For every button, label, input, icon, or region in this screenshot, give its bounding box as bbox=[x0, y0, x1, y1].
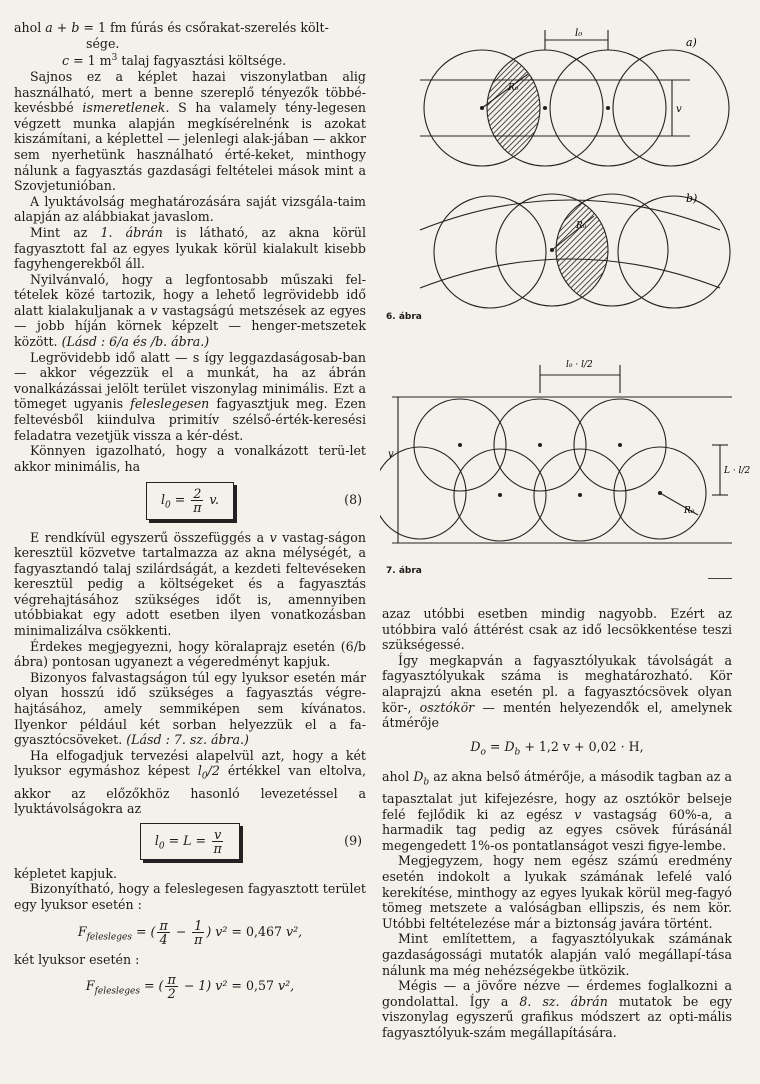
paragraph: Nyilvánvaló, hogy a legfontosabb műszaki fel-tételek közé tartozik, hogy a lehető legrövidebb idő alatt kialakuljanak a v vastagságú metszések az egyes — jobb híján körnek képzelt — henger-metszetek között. (Lásd : 6/a és /b. ábra.) bbox=[14, 271, 366, 350]
right-column bbox=[382, 606, 732, 1040]
label-side: L · l/2 bbox=[724, 466, 750, 476]
paragraph: Bizonyítható, hogy a feleslegesen fagyasztott terület egy lyuksor esetén : bbox=[14, 881, 366, 913]
freeze-circle bbox=[618, 196, 730, 308]
freeze-circle bbox=[613, 50, 729, 166]
equation-9 bbox=[14, 823, 366, 860]
paragraph: Mégis — a jövőre nézve — érdemes foglalkozni a gondolattal. Így a 8. sz. ábrán mutatok be egy viszonylag egyszerű grafikus módszert az opti-mális fagyasztólyuk-szám megállapítására. bbox=[382, 978, 732, 1040]
paragraph: két lyuksor esetén : bbox=[14, 951, 140, 967]
freeze-circle bbox=[434, 196, 546, 308]
equation-number: (8) bbox=[344, 492, 362, 508]
figure-6b bbox=[420, 194, 730, 308]
paragraph: Sajnos ez a képlet hazai viszonylatban alig használható, mert a benne szereplő tényezők többé-kevésbbé ismeretlenek. S ha valamely tény-legesen végzett munka alapján megkísérelnénk is azokat kiszámítani, a képlettel — jelenlegi alak-jában — akkor sem nyerhetünk használható érté-keket, minthogy nálunk a fagyasztás gazdasági feltételei mások mint a Szovjetunióban. bbox=[14, 68, 366, 194]
legend-a: ahol a + b = 1 fm fúrás és csőrakat-szerelés költ- bbox=[14, 20, 329, 35]
paragraph: ahol $D_b$ az akna belső átmérője, a második tagban az a tapasztalat jut kifejezésre, hogy az osztókör belseje felé fejlődik ki az egész v vastagság 60%-a, a harmadik tag pedig az egyes csövek fúrásánál megengedett 1%-os pontatlanságot veszi figye-lembe. bbox=[382, 768, 733, 853]
legend-a-cont: sége. bbox=[86, 35, 120, 51]
label-R0: R₀ bbox=[508, 83, 519, 93]
label-v: v bbox=[388, 449, 394, 460]
equation-8 bbox=[14, 482, 366, 519]
label-R: R₀ bbox=[684, 506, 695, 516]
freeze-circle bbox=[380, 447, 466, 539]
paragraph: képletet kapjuk. bbox=[14, 865, 118, 881]
figure-6 bbox=[380, 20, 750, 320]
divider bbox=[708, 578, 732, 579]
paragraph: Megjegyzem, hogy nem egész számú eredmény esetén indokolt a lyukak számának lefelé való kerekítése, minthogy az egyes lyukak körül meg-fagyó tömeg metszete a valóságban ellipszis, és nem kör. Utóbbi feltételezése már a biztonság javára történt. bbox=[382, 853, 732, 931]
label-R0: R₀ bbox=[576, 221, 587, 231]
paragraph: Bizonyos falvastagságon túl egy lyuksor esetén már olyan hosszú idő szükséges a fagyasztás végre-hajtásához, amely semmiképen sem kívánatos. Ilyenkor például két sorban helyezzük el a fa-gyasztócsöveket. (Lásd : 7. sz. ábra.) bbox=[14, 669, 366, 748]
left-column bbox=[14, 20, 366, 1006]
paragraph: Legrövidebb idő alatt — s így leggazdaságosab-ban — akkor végezzük el a munkát, ha az ábrán vonalkázássai jelölt terület viszonylag minimális. Ezt a tömeget ugyanis feleslegesen fagyasztjuk meg. Ezen feltevésből kiindulva primitív szélső-érték-keresési feladatra vezetjük vissza a kér-dést. bbox=[14, 349, 366, 443]
equation-box: $l_0 = L$ = $\frac{v}{\pi}$ bbox=[140, 823, 240, 860]
equation-number: (9) bbox=[344, 832, 362, 848]
formula-one-row: $F_{felesleges}$ = ( $\frac{\pi}{4}$ − $\frac{1}{\pi}$ ) v² = 0,467 v², bbox=[77, 917, 303, 947]
label-a: a) bbox=[686, 36, 697, 49]
paragraph: Érdekes megjegyezni, hogy köralaprajz esetén (6/b ábra) pontosan ugyanezt a végeredményt kapjuk. bbox=[14, 638, 366, 670]
paragraph: Ha elfogadjuk tervezési alapelvül azt, hogy a két lyuksor egymáshoz képest $l_0/2$ értékkel van eltolva, akkor az előzőkhöz hasonló levezetéssel a lyuktávolságokra az bbox=[14, 747, 367, 817]
paragraph: Mint említettem, a fagyasztólyukak számának gazdaságossági mutatók alapján való megállapí-tása nálunk ma még nehézségekbe ütközik. bbox=[382, 931, 732, 978]
figure-6a bbox=[420, 30, 729, 166]
paragraph: A lyuktávolság meghatározására saját vizsgála-taim alapján az alábbiakat javaslom. bbox=[14, 193, 366, 225]
paragraph: Így megkapván a fagyasztólyukak távolságát a fagyasztólyukak száma is meghatározható. Kör alaprajzú akna esetén pl. a fagyasztócsövek olyan kör-, osztókör — mentén helyezendők el, amelynek átmérője bbox=[382, 652, 732, 731]
paragraph: Könnyen igazolható, hogy a vonalkázott terü-let akkor minimális, ha bbox=[14, 443, 366, 474]
legend-c: c = 1 $m^3$ talaj fagyasztási költsége. bbox=[62, 53, 287, 69]
equation-osztokor: $D_o = D_b + 1,2$ v + 0,02 · H, bbox=[470, 738, 644, 758]
paragraph: azaz utóbbi esetben mindig nagyobb. Ezért az utóbbira való áttérést csak az idő lecsökkentése teszi szükségessé. bbox=[382, 606, 732, 653]
label-top: l₀ · l/2 bbox=[566, 360, 593, 370]
figure-7 bbox=[380, 345, 750, 570]
label-b: b) bbox=[686, 192, 698, 205]
formula-two-rows: $F_{felesleges}$ = ( $\frac{\pi}{2}$ − 1) v² = 0,57 v², bbox=[85, 972, 295, 1002]
paragraph: E rendkívül egyszerű összefüggés a v vastag-ságon keresztül közvetve tartalmazza az akna mélységét, a fagyasztandó talaj szilárdságát, a kezdeti feltevéseken keresztül pedig a költségeket és a fagyasztás végrehajtásához szükséges időt is, amennyiben utóbbiakat egy adott esetben ilyen vonatkozásban minimalizálva csökkenti. bbox=[14, 529, 366, 639]
equation-box: $l_0$ = $\frac{2}{\pi}$ v. bbox=[146, 482, 234, 519]
paragraph: Mint az 1. ábrán is látható, az akna körül fagyasztott fal az egyes lyukak körül kialakult kisebb fagyhengerekből áll. bbox=[14, 224, 366, 272]
figure-7-caption: 7. ábra bbox=[386, 566, 422, 576]
label-l0: l₀ bbox=[575, 28, 583, 39]
label-v: v bbox=[676, 104, 682, 115]
figure-6-caption: 6. ábra bbox=[386, 312, 422, 322]
